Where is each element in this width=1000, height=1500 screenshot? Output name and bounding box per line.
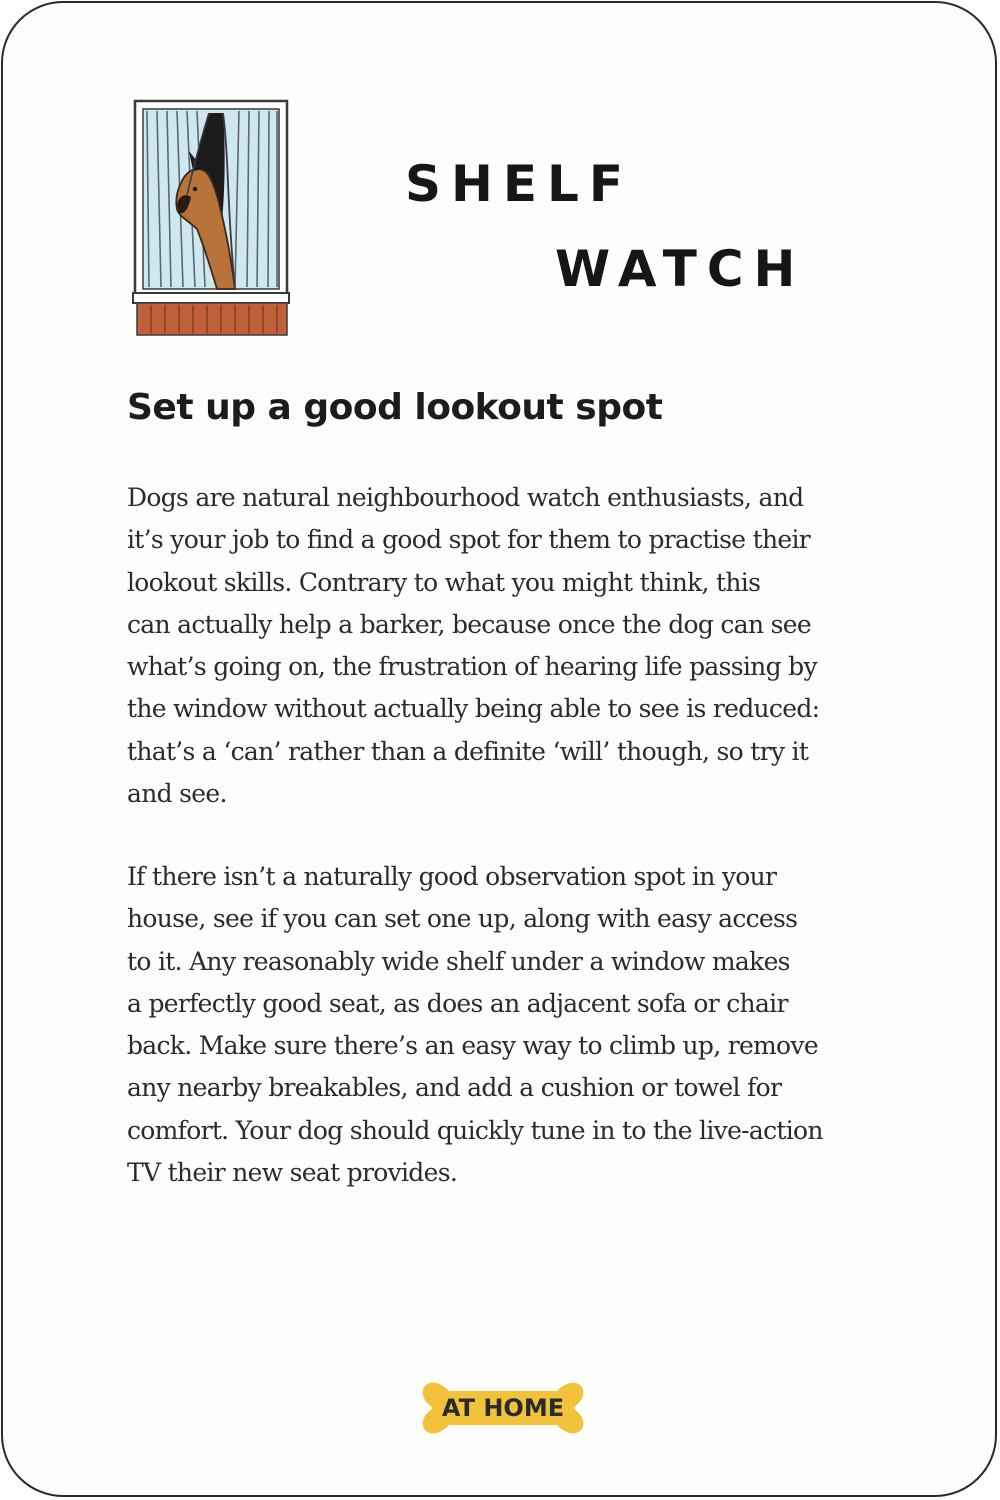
card-heading: Set up a good lookout spot <box>127 387 663 428</box>
body-paragraph-2: If there isn’t a naturally good observation spot in your house, see if you can set one up, along with easy access to it. Any reasonably wide shelf under a window makes a perfectly good seat, as does an adjacent sofa or chair back. Make sure there’s an easy way to climb up, remove any nearby breakables, and add a cushion or towel for comfort. Your dog should quickly tune in to the live-action TV their new seat provides. <box>127 862 823 1188</box>
card-title-line-1: SHELF <box>405 155 634 213</box>
card-title-line-2: WATCH <box>555 240 806 298</box>
dog-at-window-illustration <box>131 99 295 339</box>
body-paragraph-1: Dogs are natural neighbourhood watch enthusiasts, and it’s your job to find a good spot for them to practise their lookout skills. Contrary to what you might think, this can actually help a barker, because once the dog can see what’s going on, the frustration of hearing life passing by the window without actually being able to see is reduced: that’s a ‘can’ rather than a definite ‘will’ though, so try it and see. <box>127 483 820 809</box>
category-badge-label: AT HOME <box>441 1394 565 1422</box>
activity-card <box>1 1 997 1497</box>
category-badge <box>419 1377 587 1439</box>
